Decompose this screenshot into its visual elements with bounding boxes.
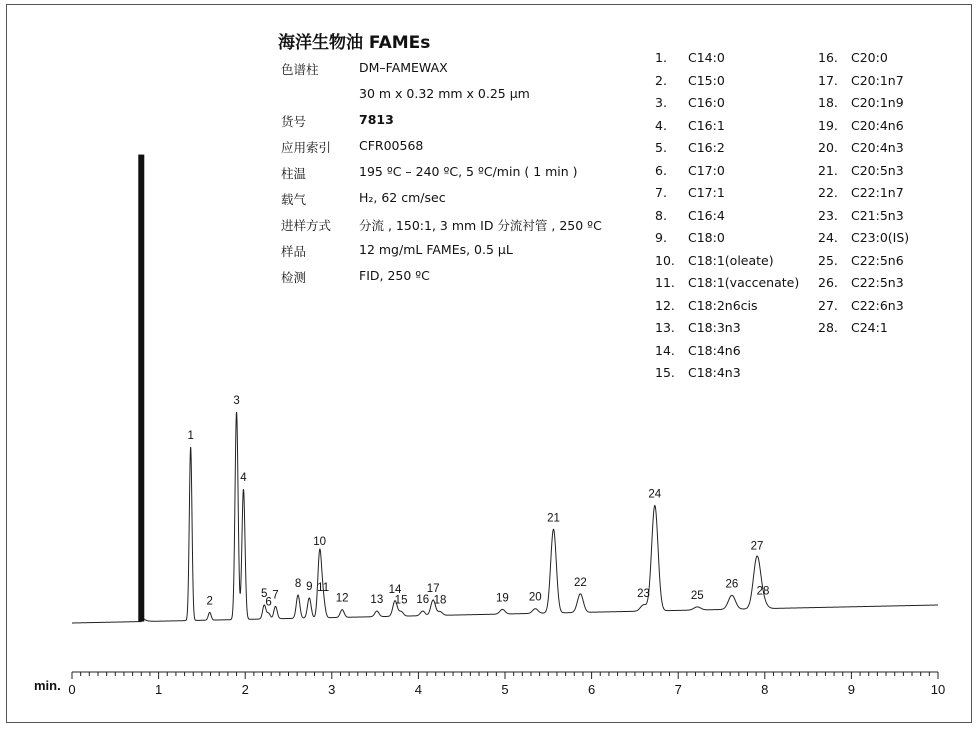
peak-label: 2	[206, 595, 213, 608]
legend-number: 18.	[818, 95, 838, 110]
peak-label: 8	[294, 578, 302, 591]
legend-number: 17.	[818, 72, 838, 88]
legend-name: C20:0	[851, 50, 888, 65]
legend-name: C22:5n6	[851, 252, 904, 268]
peak-labels	[187, 395, 769, 608]
legend-name: C18:3n3	[688, 320, 741, 335]
legend-name: C23:0(IS)	[851, 230, 910, 245]
peak-label: 22	[573, 576, 587, 589]
legend-name: C22:1n7	[851, 185, 904, 200]
peak-label: 9	[306, 580, 313, 593]
x-tick-label: 7	[674, 682, 682, 697]
x-tick-label: 2	[241, 682, 249, 697]
peak-label: 17	[426, 582, 440, 595]
legend-name: C18:0	[688, 230, 725, 245]
condition-label: 货号	[281, 114, 307, 129]
peak-label: 25	[690, 589, 704, 602]
legend-number: 22.	[818, 185, 838, 200]
peak-label: 11	[317, 582, 330, 595]
legend-name: C18:4n3	[688, 365, 741, 380]
legend-number: 13.	[655, 320, 675, 335]
peak-label: 18	[433, 594, 447, 607]
legend-number: 6.	[655, 162, 667, 178]
peak-label: 4	[240, 472, 247, 485]
legend-number: 8.	[655, 207, 667, 223]
legend-number: 1.	[655, 50, 667, 65]
legend-name: C18:1(oleate)	[688, 252, 774, 268]
peak-label: 7	[272, 589, 279, 602]
x-tick-label: 5	[501, 682, 509, 697]
legend-number: 5.	[655, 140, 667, 155]
peak-label: 21	[547, 512, 560, 525]
condition-label: 柱温	[281, 166, 307, 181]
legend-name: C18:2n6cis	[688, 297, 758, 313]
chromatogram-trace	[72, 412, 938, 623]
legend-number: 9.	[655, 230, 667, 245]
condition-value: FID, 250 ºC	[359, 268, 430, 283]
condition-value: DM–FAMEWAX	[359, 60, 448, 75]
legend-number: 11.	[655, 275, 675, 290]
legend-number: 25.	[818, 252, 838, 268]
condition-label: 样品	[281, 244, 307, 259]
legend-number: 15.	[655, 365, 675, 380]
legend-number: 19.	[818, 117, 838, 133]
legend-name: C17:0	[688, 162, 725, 178]
legend-name: C14:0	[688, 50, 725, 65]
peak-label: 26	[725, 578, 739, 591]
legend-number: 7.	[655, 185, 667, 200]
peak-label: 12	[335, 592, 349, 605]
legend-name: C20:1n7	[851, 72, 904, 88]
peak-label: 13	[370, 594, 384, 607]
legend-name: C16:0	[688, 95, 725, 110]
condition-value: 7813	[359, 112, 394, 127]
peak-label: 28	[756, 585, 770, 598]
condition-value: H₂, 62 cm/sec	[359, 190, 446, 205]
peak-label: 20	[528, 591, 542, 604]
legend-name: C21:5n3	[851, 207, 904, 223]
legend-name: C18:4n6	[688, 342, 741, 358]
legend-number: 14.	[655, 342, 675, 358]
legend-number: 16.	[818, 50, 838, 65]
x-axis-unit-label: min.	[34, 678, 61, 693]
legend-name: C20:1n9	[851, 95, 904, 110]
x-axis	[68, 672, 945, 697]
x-tick-label: 0	[68, 682, 76, 697]
legend-name: C16:2	[688, 140, 725, 155]
chart-title: 海洋生物油 FAMEs	[278, 33, 431, 53]
condition-value: 12 mg/mL FAMEs, 0.5 µL	[359, 242, 513, 257]
peak-label: 16	[416, 594, 430, 607]
x-tick-label: 8	[761, 682, 769, 697]
legend-number: 28.	[818, 320, 838, 335]
legend-number: 23.	[818, 207, 838, 223]
solvent-front-bar	[138, 155, 144, 622]
peak-label: 15	[394, 594, 408, 607]
legend-name: C16:4	[688, 207, 725, 223]
legend-number: 24.	[818, 230, 838, 245]
legend-number: 4.	[655, 117, 667, 133]
peak-label: 5	[261, 588, 268, 601]
legend-number: 3.	[655, 95, 667, 110]
legend-number: 21.	[818, 162, 838, 178]
legend-number: 20.	[818, 140, 838, 155]
peak-label: 6	[265, 596, 272, 609]
condition-label: 载气	[281, 192, 307, 207]
condition-label: 应用索引	[281, 140, 332, 155]
x-tick-label: 9	[847, 682, 856, 697]
legend-name: C22:6n3	[851, 297, 904, 313]
legend-name: C16:1	[688, 117, 725, 133]
x-tick-label: 10	[930, 682, 946, 697]
condition-label: 色谱柱	[281, 62, 319, 77]
peak-label: 3	[233, 394, 240, 407]
legend-number: 10.	[655, 252, 675, 268]
legend-name: C20:4n3	[851, 140, 904, 155]
condition-value: 195 ºC – 240 ºC, 5 ºC/min ( 1 min )	[359, 164, 578, 179]
legend-name: C24:1	[851, 320, 888, 335]
legend-name: C20:4n6	[851, 117, 904, 133]
peak-label: 14	[388, 583, 402, 596]
legend-name: C18:1(vaccenate)	[688, 275, 800, 290]
peak-label: 27	[750, 540, 764, 553]
x-tick-label: 4	[414, 682, 423, 697]
peak-label: 19	[496, 592, 509, 605]
legend-number: 27.	[818, 297, 838, 313]
legend-name: C17:1	[688, 185, 725, 200]
peak-label: 1	[187, 429, 194, 442]
peak-label: 10	[313, 535, 327, 548]
peak-label: 24	[648, 488, 662, 501]
x-tick-label: 1	[154, 682, 163, 697]
legend-name: C22:5n3	[851, 275, 904, 290]
condition-value: CFR00568	[359, 138, 424, 153]
legend-number: 2.	[655, 72, 667, 88]
legend-name: C15:0	[688, 72, 725, 88]
condition-value: 分流 , 150:1, 3 mm ID 分流衬管 , 250 ºC	[359, 218, 602, 233]
legend-number: 26.	[818, 275, 838, 290]
legend-name: C20:5n3	[851, 162, 904, 178]
x-tick-label: 3	[328, 682, 336, 697]
condition-label: 检测	[281, 270, 307, 285]
condition-value: 30 m x 0.32 mm x 0.25 µm	[359, 86, 530, 101]
x-tick-label: 6	[587, 682, 596, 697]
condition-label: 进样方式	[281, 218, 332, 233]
peak-label: 23	[637, 587, 650, 600]
legend-number: 12.	[655, 297, 675, 313]
